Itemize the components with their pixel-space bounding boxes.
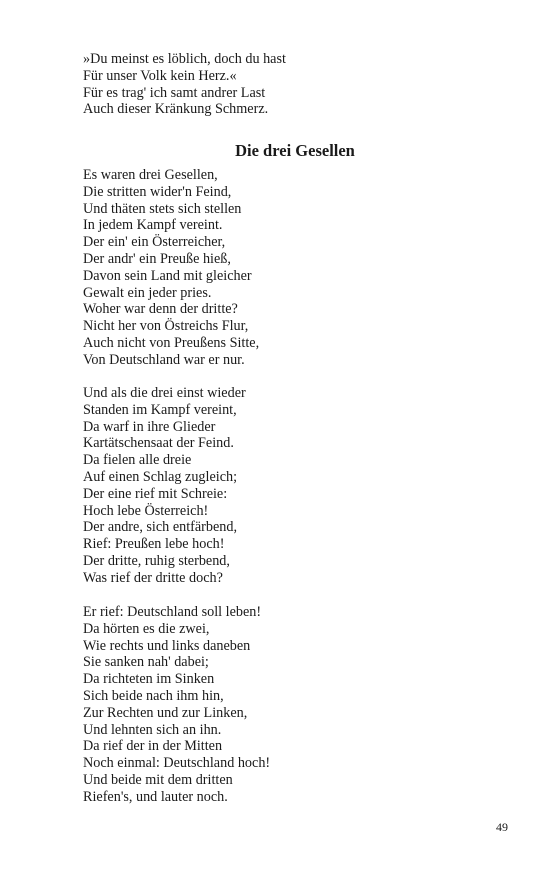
- poem-line: Da hörten es die zwei,: [83, 620, 210, 637]
- poem-line: Der dritte, ruhig sterbend,: [83, 552, 230, 569]
- poem-line: Von Deutschland war er nur.: [83, 351, 245, 368]
- stanza-2: [83, 385, 483, 587]
- poem-line: Auch nicht von Preußens Sitte,: [83, 334, 260, 351]
- poem-line: Da fielen alle dreie: [83, 452, 192, 469]
- poem-line: Da rief der in der Mitten: [83, 738, 223, 755]
- poem-line: Kartätschensaat der Feind.: [83, 435, 234, 452]
- stanza-1: [83, 167, 483, 369]
- poem-line: Was rief der dritte doch?: [83, 569, 223, 586]
- poem-line: Es waren drei Gesellen,: [83, 167, 218, 183]
- poem-line: Noch einmal: Deutschland hoch!: [83, 755, 271, 772]
- poem-line: Da richteten im Sinken: [83, 671, 215, 688]
- poem-line: Rief: Preußen lebe hoch!: [83, 536, 225, 553]
- poem-line: Er rief: Deutschland soll leben!: [83, 604, 262, 620]
- poem-line: Nicht her von Östreichs Flur,: [83, 318, 249, 335]
- poem-line: Gewalt ein jeder pries.: [83, 284, 212, 301]
- poem-line: Hoch lebe Österreich!: [83, 502, 209, 519]
- poem-line: Der andr' ein Preuße hieß,: [83, 250, 231, 267]
- poem-line: Für es trag' ich samt andrer Last: [83, 84, 266, 101]
- poem-line: Auch dieser Kränkung Schmerz.: [83, 101, 269, 118]
- poem-line: Sie sanken nah' dabei;: [83, 654, 209, 671]
- poem-line: Für unser Volk kein Herz.«: [83, 67, 237, 84]
- poem-line: Sich beide nach ihm hin,: [83, 687, 224, 704]
- poem-title: Die drei Gesellen: [235, 141, 355, 160]
- poem-line: Woher war denn der dritte?: [83, 301, 238, 318]
- poem-line: Der eine rief mit Schreie:: [83, 485, 228, 502]
- poem-line: Da warf in ihre Glieder: [83, 418, 216, 435]
- poem-line: Und lehnten sich an ihn.: [83, 721, 222, 738]
- stanza-3: [83, 604, 483, 806]
- poem-line: Standen im Kampf vereint,: [83, 401, 237, 418]
- poem-line: Und beide mit dem dritten: [83, 771, 233, 788]
- poem-line: Zur Rechten und zur Linken,: [83, 704, 248, 721]
- poem-line: Der ein' ein Österreicher,: [83, 234, 226, 251]
- poem-line: Davon sein Land mit gleicher: [83, 267, 252, 284]
- poem-line: Und thäten stets sich stellen: [83, 200, 242, 217]
- poem-line: »Du meinst es löblich, doch du hast: [83, 51, 286, 67]
- poem-line: In jedem Kampf vereint.: [83, 217, 223, 234]
- page-number: 49: [496, 820, 508, 834]
- poem-line: Der andre, sich entfärbend,: [83, 519, 238, 536]
- poem-line: Riefen's, und lauter noch.: [83, 788, 228, 805]
- poem-line: Auf einen Schlag zugleich;: [83, 468, 238, 485]
- poem-line: Wie rechts und links daneben: [83, 637, 251, 654]
- poem-line: Und als die drei einst wieder: [83, 385, 246, 401]
- intro-stanza: [83, 51, 483, 118]
- poem-line: Die stritten wider'n Feind,: [83, 183, 232, 200]
